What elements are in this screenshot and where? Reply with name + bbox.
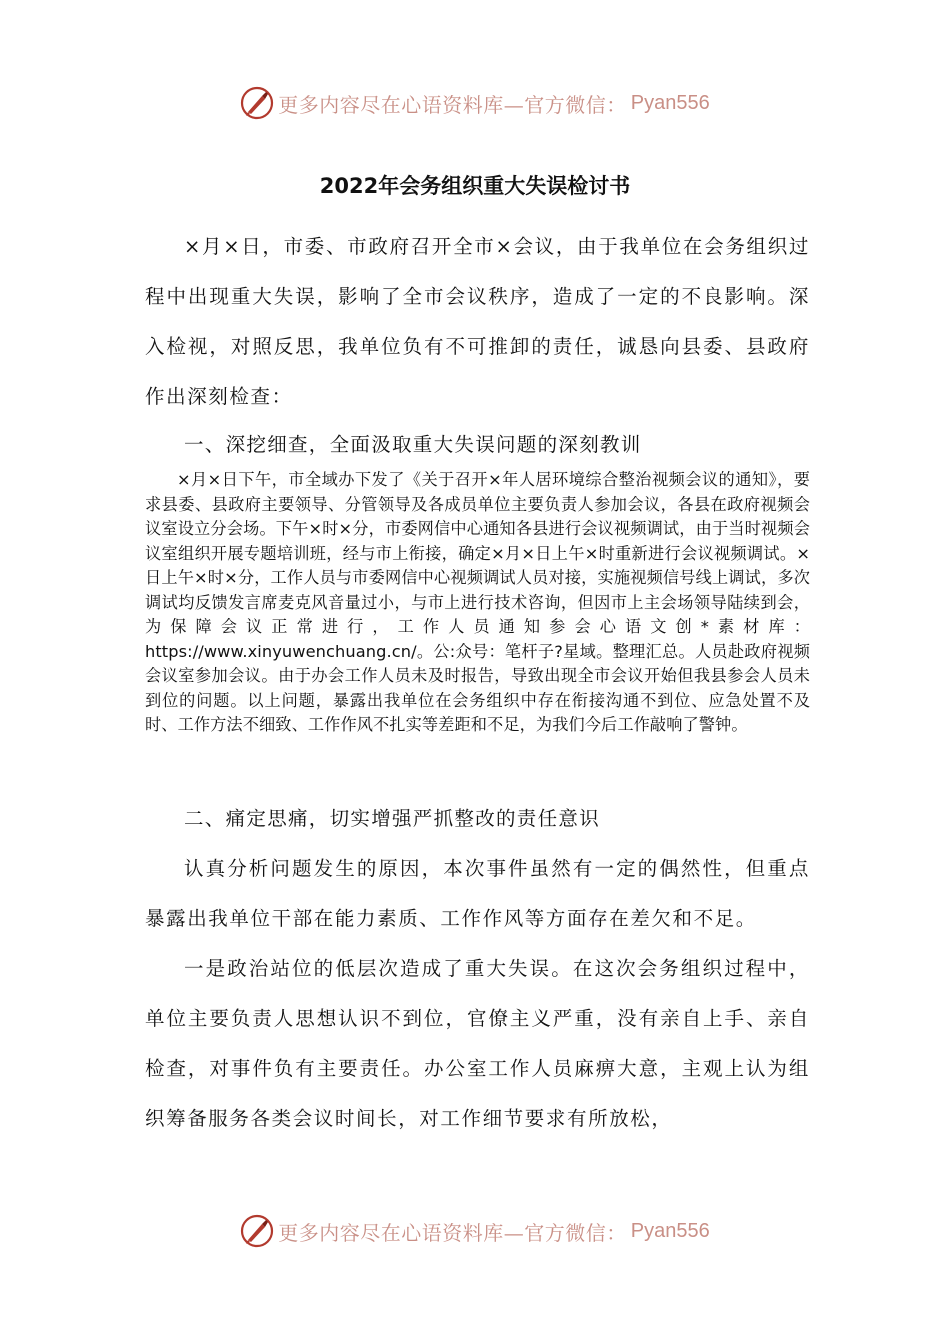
section2-heading-block bbox=[145, 804, 810, 834]
section1-heading-block bbox=[145, 430, 810, 460]
intro-block bbox=[145, 222, 810, 422]
pen-logo-icon bbox=[240, 1214, 274, 1248]
watermark-banner-bottom bbox=[0, 1211, 950, 1251]
watermark-text: 更多内容尽在心语资料库—官方微信： bbox=[278, 92, 627, 117]
pen-logo-icon bbox=[240, 86, 274, 120]
section2-paragraph-1: 认真分析问题发生的原因，本次事件虽然有一定的偶然性，但重点暴露出我单位干部在能力素质、工作作风等方面存在差欠和不足。 bbox=[145, 857, 810, 930]
watermark-text: 更多内容尽在心语资料库—官方微信： bbox=[278, 1220, 627, 1245]
intro-paragraph: ×月×日，市委、市政府召开全市×会议，由于我单位在会务组织过程中出现重大失误，影响了全市会议秩序，造成了一定的不良影响。深入检视，对照反思，我单位负有不可推卸的责任，诚恳向县委、县政府作出深刻检查： bbox=[145, 235, 810, 408]
section2-heading: 二、痛定思痛，切实增强严抓整改的责任意识 bbox=[184, 807, 601, 830]
watermark-wechat-id: Pyan556 bbox=[630, 1219, 710, 1242]
document-title: 2022年会务组织重大失误检讨书 bbox=[319, 174, 631, 198]
watermark-banner-top bbox=[0, 83, 950, 123]
section1-paragraph: ×月×日下午，市全域办下发了《关于召开×年人居环境综合整治视频会议的通知》，要求县委、县政府主要领导、分管领导及各成员单位主要负责人参加会议，各县在政府视频会议室设立分会场。下午×时×分，市委网信中心通知各县进行会议视频调试，由于当时视频会议室组织开展专题培训班，经与市上衔接，确定×月×日上午×时重新进行会议视频调试。×日上午×时×分，工作人员与市委网信中心视频调试人员对接，实施视频信号线上调试，多次调试均反馈发言席麦克风音量过小，与市上进行技术咨询，但因市上主会场领导陆续到会，为保障会议正常进行，工作人员通知参会心语文创*素材库：https://www.xinyuwenchuang.cn/。公:众号：笔杆子?星域。整理汇总。人员赴政府视频会议室参加会议。由于办会工作人员未及时报告，导致出现全市会议开始但我县参会人员未到位的问题。以上问题，暴露出我单位在会务组织中存在衔接沟通不到位、应急处置不及时、工作方法不细致、工作作风不扎实等差距和不足，为我们今后工作敲响了警钟。 bbox=[145, 470, 810, 734]
section1-heading: 一、深挖细查，全面汲取重大失误问题的深刻教训 bbox=[184, 433, 642, 456]
section1-body-block bbox=[145, 468, 810, 738]
section2-block bbox=[145, 844, 810, 1144]
watermark-wechat-id: Pyan556 bbox=[630, 91, 710, 114]
section2-paragraph-2: 一是政治站位的低层次造成了重大失误。在这次会务组织过程中，单位主要负责人思想认识不到位，官僚主义严重，没有亲自上手、亲自检查，对事件负有主要责任。办公室工作人员麻痹大意，主观上认为组织筹备服务各类会议时间长，对工作细节要求有所放松， bbox=[145, 957, 810, 1130]
